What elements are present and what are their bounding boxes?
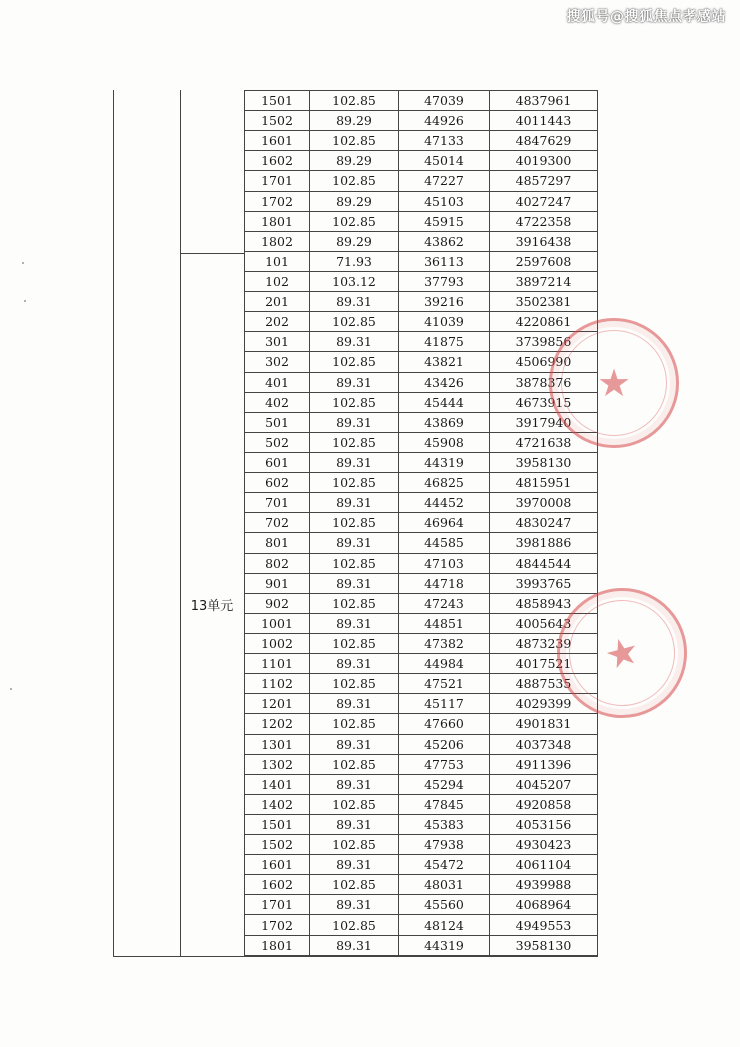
area-cell: 102.85 (310, 674, 399, 694)
total-price-cell: 3993765 (490, 573, 598, 593)
star-icon: ★ (596, 361, 632, 405)
area-cell: 102.85 (310, 312, 399, 332)
table-row (245, 372, 598, 392)
total-price-cell: 4220861 (490, 312, 598, 332)
table-row (245, 875, 598, 895)
unit-price-cell: 45908 (399, 432, 490, 452)
table-row (245, 412, 598, 432)
area-cell: 102.85 (310, 794, 399, 814)
unit-price-cell: 41875 (399, 332, 490, 352)
total-price-cell: 4847629 (490, 131, 598, 151)
total-price-cell: 3739856 (490, 332, 598, 352)
table-row (245, 774, 598, 794)
room-number-cell: 1801 (245, 935, 310, 955)
area-cell: 102.85 (310, 432, 399, 452)
unit-price-cell: 47521 (399, 674, 490, 694)
room-number-cell: 1702 (245, 191, 310, 211)
table-row (245, 111, 598, 131)
room-number-cell: 902 (245, 593, 310, 613)
total-price-cell: 4068964 (490, 895, 598, 915)
room-number-cell: 1302 (245, 754, 310, 774)
total-price-cell: 4844544 (490, 553, 598, 573)
total-price-cell: 4027247 (490, 191, 598, 211)
total-price-cell: 3958130 (490, 935, 598, 955)
area-cell: 89.31 (310, 292, 399, 312)
table-row (245, 91, 598, 111)
area-cell: 71.93 (310, 251, 399, 271)
unit-price-cell: 36113 (399, 251, 490, 271)
unit-price-table (244, 90, 598, 956)
total-price-cell: 4019300 (490, 151, 598, 171)
table-row (245, 251, 598, 271)
unit-price-cell: 43862 (399, 231, 490, 251)
area-cell: 89.31 (310, 613, 399, 633)
total-price-cell: 3878376 (490, 372, 598, 392)
room-number-cell: 1602 (245, 151, 310, 171)
room-number-cell: 801 (245, 533, 310, 553)
unit-price-cell: 47938 (399, 835, 490, 855)
table-row (245, 935, 598, 955)
area-cell: 89.29 (310, 151, 399, 171)
area-cell: 89.31 (310, 814, 399, 834)
total-price-cell: 4920858 (490, 794, 598, 814)
table-row (245, 573, 598, 593)
table-row (245, 593, 598, 613)
table-row (245, 754, 598, 774)
room-number-cell: 102 (245, 271, 310, 291)
area-cell: 89.31 (310, 654, 399, 674)
room-number-cell: 702 (245, 513, 310, 533)
table-row (245, 473, 598, 493)
area-cell: 102.85 (310, 714, 399, 734)
unit-price-cell: 48124 (399, 915, 490, 935)
room-number-cell: 201 (245, 292, 310, 312)
table-row (245, 694, 598, 714)
unit-price-cell: 44926 (399, 111, 490, 131)
table-row (245, 171, 598, 191)
unit-price-cell: 45014 (399, 151, 490, 171)
total-price-cell: 4017521 (490, 654, 598, 674)
table-row (245, 895, 598, 915)
scan-speck (24, 300, 26, 302)
table-row (245, 654, 598, 674)
room-number-cell: 1301 (245, 734, 310, 754)
total-price-cell: 4053156 (490, 814, 598, 834)
area-cell: 89.29 (310, 231, 399, 251)
table-row (245, 674, 598, 694)
column-divider (180, 90, 181, 956)
area-cell: 89.31 (310, 533, 399, 553)
total-price-cell: 4061104 (490, 855, 598, 875)
table-row (245, 312, 598, 332)
unit-price-cell: 48031 (399, 875, 490, 895)
room-number-cell: 1502 (245, 835, 310, 855)
total-price-cell: 4949553 (490, 915, 598, 935)
table-row (245, 271, 598, 291)
total-price-cell: 4873239 (490, 633, 598, 653)
room-number-cell: 101 (245, 251, 310, 271)
table-row (245, 613, 598, 633)
area-cell: 102.85 (310, 875, 399, 895)
area-cell: 89.29 (310, 191, 399, 211)
room-number-cell: 301 (245, 332, 310, 352)
unit-price-cell: 43869 (399, 412, 490, 432)
area-cell: 89.31 (310, 895, 399, 915)
unit-price-cell: 46825 (399, 473, 490, 493)
area-cell: 102.85 (310, 593, 399, 613)
table-row (245, 814, 598, 834)
unit-price-cell: 45103 (399, 191, 490, 211)
table-row (245, 432, 598, 452)
table-body (245, 91, 598, 956)
room-number-cell: 501 (245, 412, 310, 432)
total-price-cell: 4911396 (490, 754, 598, 774)
table-row (245, 855, 598, 875)
room-number-cell: 1801 (245, 211, 310, 231)
room-number-cell: 502 (245, 432, 310, 452)
table-row (245, 151, 598, 171)
area-cell: 89.31 (310, 493, 399, 513)
total-price-cell: 4011443 (490, 111, 598, 131)
area-cell: 102.85 (310, 553, 399, 573)
table-row (245, 633, 598, 653)
area-cell: 89.31 (310, 332, 399, 352)
scan-speck (22, 262, 24, 264)
unit-price-cell: 47039 (399, 91, 490, 111)
room-number-cell: 1701 (245, 171, 310, 191)
total-price-cell: 4901831 (490, 714, 598, 734)
room-number-cell: 1601 (245, 131, 310, 151)
room-number-cell: 401 (245, 372, 310, 392)
room-number-cell: 1701 (245, 895, 310, 915)
star-icon: ★ (599, 627, 645, 679)
total-price-cell: 4029399 (490, 694, 598, 714)
total-price-cell: 4939988 (490, 875, 598, 895)
room-number-cell: 302 (245, 352, 310, 372)
table-row (245, 835, 598, 855)
unit-price-cell: 45117 (399, 694, 490, 714)
room-number-cell: 602 (245, 473, 310, 493)
room-number-cell: 1101 (245, 654, 310, 674)
area-cell: 89.31 (310, 774, 399, 794)
room-number-cell: 1502 (245, 111, 310, 131)
unit-price-cell: 47660 (399, 714, 490, 734)
room-number-cell: 1402 (245, 794, 310, 814)
table-row (245, 553, 598, 573)
unit-price-cell: 45915 (399, 211, 490, 231)
unit-price-cell: 47133 (399, 131, 490, 151)
total-price-cell: 4858943 (490, 593, 598, 613)
unit-divider (180, 253, 244, 254)
unit-price-cell: 41039 (399, 312, 490, 332)
table-row (245, 794, 598, 814)
table-row (245, 231, 598, 251)
total-price-cell: 4673915 (490, 392, 598, 412)
room-number-cell: 1002 (245, 633, 310, 653)
unit-price-cell: 47227 (399, 171, 490, 191)
area-cell: 89.31 (310, 452, 399, 472)
unit-price-cell: 44585 (399, 533, 490, 553)
area-cell: 89.31 (310, 734, 399, 754)
table-row (245, 513, 598, 533)
total-price-cell: 4887535 (490, 674, 598, 694)
room-number-cell: 1202 (245, 714, 310, 734)
total-price-cell: 4045207 (490, 774, 598, 794)
unit-price-cell: 44452 (399, 493, 490, 513)
area-cell: 102.85 (310, 171, 399, 191)
room-number-cell: 402 (245, 392, 310, 412)
room-number-cell: 1501 (245, 814, 310, 834)
total-price-cell: 4506990 (490, 352, 598, 372)
unit-price-cell: 39216 (399, 292, 490, 312)
unit-price-cell: 47382 (399, 633, 490, 653)
unit-label: 13单元 (190, 599, 234, 614)
unit-price-cell: 45444 (399, 392, 490, 412)
room-number-cell: 1601 (245, 855, 310, 875)
unit-price-cell: 47753 (399, 754, 490, 774)
unit-price-cell: 44319 (399, 452, 490, 472)
unit-price-cell: 43426 (399, 372, 490, 392)
total-price-cell: 4857297 (490, 171, 598, 191)
table-row (245, 714, 598, 734)
area-cell: 102.85 (310, 835, 399, 855)
total-price-cell: 3970008 (490, 493, 598, 513)
watermark: 搜狐号@搜狐焦点孝感站 (566, 9, 726, 25)
unit-price-cell: 47243 (399, 593, 490, 613)
area-cell: 89.31 (310, 935, 399, 955)
total-price-cell: 4037348 (490, 734, 598, 754)
scan-speck (10, 688, 12, 690)
total-price-cell: 3502381 (490, 292, 598, 312)
unit-price-cell: 44319 (399, 935, 490, 955)
room-number-cell: 601 (245, 452, 310, 472)
total-price-cell: 3917940 (490, 412, 598, 432)
area-cell: 102.85 (310, 915, 399, 935)
total-price-cell: 4837961 (490, 91, 598, 111)
room-number-cell: 1102 (245, 674, 310, 694)
table-row (245, 131, 598, 151)
table-row (245, 211, 598, 231)
table-row (245, 493, 598, 513)
room-number-cell: 1401 (245, 774, 310, 794)
total-price-cell: 4721638 (490, 432, 598, 452)
table-row (245, 392, 598, 412)
table-row (245, 191, 598, 211)
unit-price-cell: 45472 (399, 855, 490, 875)
unit-price-cell: 47845 (399, 794, 490, 814)
area-cell: 102.85 (310, 211, 399, 231)
room-number-cell: 1702 (245, 915, 310, 935)
total-price-cell: 3916438 (490, 231, 598, 251)
total-price-cell: 4722358 (490, 211, 598, 231)
total-price-cell: 3958130 (490, 452, 598, 472)
area-cell: 89.31 (310, 372, 399, 392)
table-row (245, 734, 598, 754)
area-cell: 102.85 (310, 392, 399, 412)
room-number-cell: 901 (245, 573, 310, 593)
total-price-cell: 3897214 (490, 271, 598, 291)
table-row (245, 533, 598, 553)
room-number-cell: 1802 (245, 231, 310, 251)
table-row (245, 452, 598, 472)
unit-price-cell: 44718 (399, 573, 490, 593)
area-cell: 102.85 (310, 131, 399, 151)
area-cell: 102.85 (310, 633, 399, 653)
unit-price-cell: 43821 (399, 352, 490, 372)
area-cell: 102.85 (310, 352, 399, 372)
total-price-cell: 4830247 (490, 513, 598, 533)
area-cell: 89.31 (310, 694, 399, 714)
table-row (245, 352, 598, 372)
unit-price-cell: 44851 (399, 613, 490, 633)
unit-price-cell: 45383 (399, 814, 490, 834)
area-cell: 102.85 (310, 473, 399, 493)
room-number-cell: 1602 (245, 875, 310, 895)
total-price-cell: 4930423 (490, 835, 598, 855)
red-circular-seal-icon (549, 318, 679, 448)
total-price-cell: 3981886 (490, 533, 598, 553)
room-number-cell: 1201 (245, 694, 310, 714)
unit-price-cell: 37793 (399, 271, 490, 291)
area-cell: 102.85 (310, 513, 399, 533)
area-cell: 102.85 (310, 91, 399, 111)
table-row (245, 332, 598, 352)
area-cell: 89.31 (310, 412, 399, 432)
unit-price-cell: 46964 (399, 513, 490, 533)
area-cell: 103.12 (310, 271, 399, 291)
unit-price-cell: 44984 (399, 654, 490, 674)
table-row (245, 915, 598, 935)
unit-price-cell: 45294 (399, 774, 490, 794)
unit-price-cell: 45560 (399, 895, 490, 915)
area-cell: 89.31 (310, 573, 399, 593)
total-price-cell: 2597608 (490, 251, 598, 271)
total-price-cell: 4005643 (490, 613, 598, 633)
room-number-cell: 802 (245, 553, 310, 573)
total-price-cell: 4815951 (490, 473, 598, 493)
room-number-cell: 202 (245, 312, 310, 332)
room-number-cell: 1501 (245, 91, 310, 111)
unit-price-cell: 47103 (399, 553, 490, 573)
area-cell: 89.31 (310, 855, 399, 875)
room-number-cell: 1001 (245, 613, 310, 633)
area-cell: 89.29 (310, 111, 399, 131)
area-cell: 102.85 (310, 754, 399, 774)
table-row (245, 292, 598, 312)
unit-price-cell: 45206 (399, 734, 490, 754)
room-number-cell: 701 (245, 493, 310, 513)
